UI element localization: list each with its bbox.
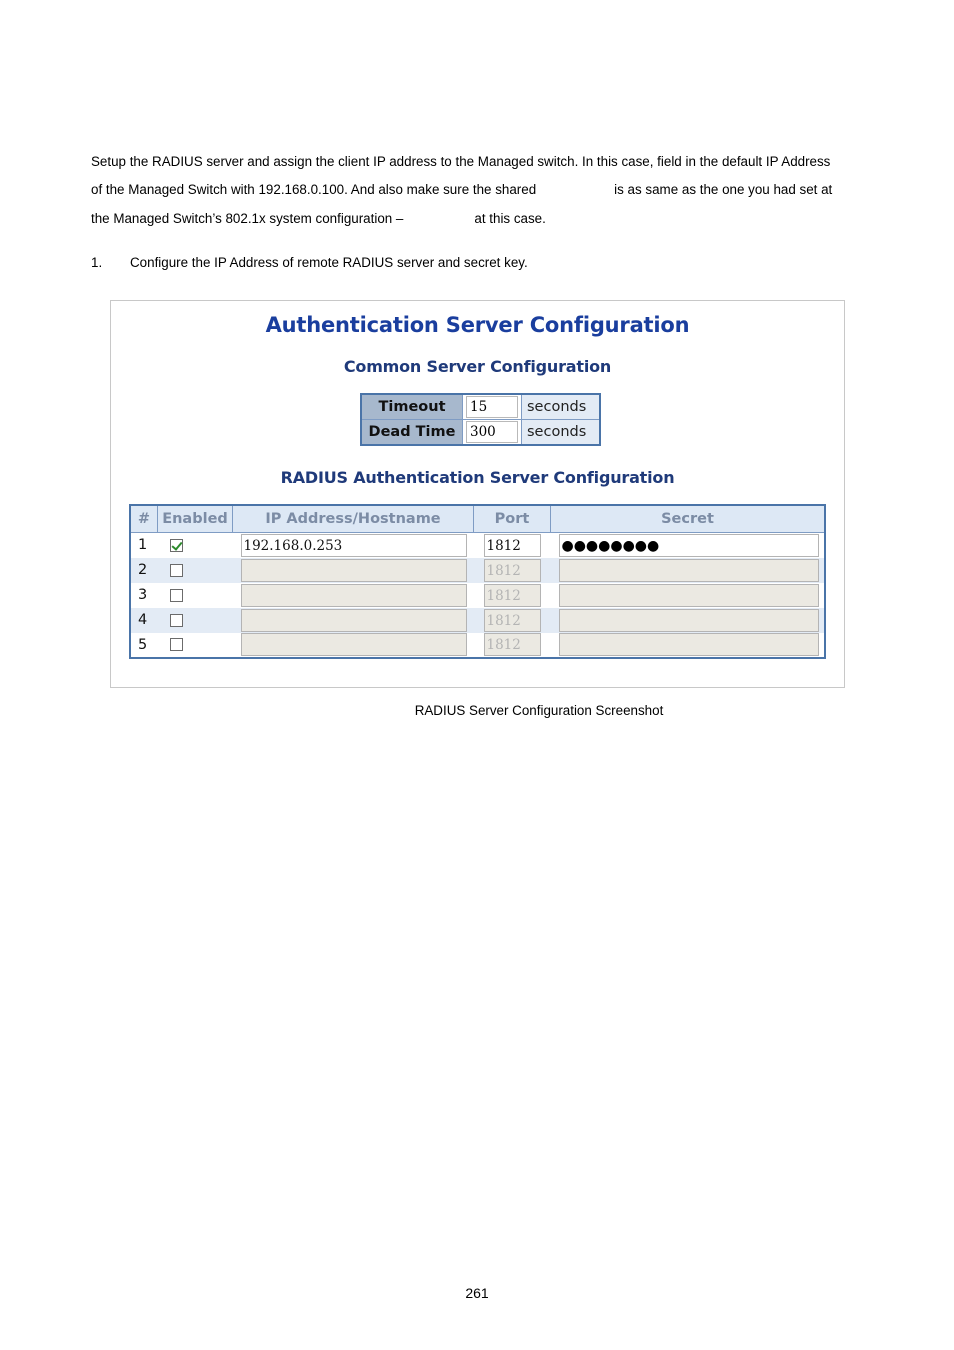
ip-cell xyxy=(233,583,474,608)
ip-cell xyxy=(233,633,474,658)
timeout-row xyxy=(361,394,600,420)
intro-line-3 xyxy=(91,212,883,226)
enabled-checkbox[interactable] xyxy=(170,614,183,627)
port-input[interactable]: 1812 xyxy=(484,584,541,607)
ip-input[interactable] xyxy=(241,584,467,607)
ip-input[interactable]: 192.168.0.253 xyxy=(241,534,467,557)
table-row xyxy=(130,533,825,558)
common-heading: Common Server Configuration xyxy=(343,357,612,376)
ip-cell xyxy=(233,608,474,633)
radius-heading: RADIUS Authentication Server Configuration xyxy=(280,468,675,487)
col-index: # xyxy=(130,505,158,533)
screen-title: Authentication Server Configuration xyxy=(265,313,690,337)
secret-cell xyxy=(551,633,826,658)
port-input[interactable]: 1812 xyxy=(484,534,541,557)
ip-input[interactable] xyxy=(241,609,467,632)
port-input[interactable]: 1812 xyxy=(484,633,541,656)
port-cell xyxy=(474,558,551,583)
enabled-cell xyxy=(158,583,233,608)
row-index: 4 xyxy=(130,608,158,633)
enabled-cell xyxy=(158,633,233,658)
radius-header-row xyxy=(130,505,825,533)
dead-time-input[interactable]: 300 xyxy=(466,421,518,443)
table-row xyxy=(130,608,825,633)
secret-input[interactable] xyxy=(559,559,819,582)
config-screenshot xyxy=(110,300,845,688)
enabled-checkbox[interactable] xyxy=(170,589,183,602)
port-cell xyxy=(474,608,551,633)
port-input[interactable]: 1812 xyxy=(484,609,541,632)
timeout-label: Timeout xyxy=(361,394,463,420)
radius-server-table xyxy=(129,504,826,659)
figure-caption: RADIUS Server Configuration Screenshot xyxy=(414,703,664,718)
row-index: 3 xyxy=(130,583,158,608)
port-cell xyxy=(474,533,551,558)
secret-cell xyxy=(551,533,826,558)
intro-text: at this case. xyxy=(474,211,546,226)
port-cell xyxy=(474,633,551,658)
enabled-checkbox[interactable] xyxy=(170,539,183,552)
intro-text: Setup the RADIUS server and assign the client IP address to the Managed switch. In this case, field in the default IP Address xyxy=(91,154,831,169)
table-row xyxy=(130,558,825,583)
row-index: 5 xyxy=(130,633,158,658)
secret-input[interactable] xyxy=(559,633,819,656)
enabled-cell xyxy=(158,558,233,583)
port-cell xyxy=(474,583,551,608)
secret-cell xyxy=(551,583,826,608)
col-enabled: Enabled xyxy=(158,505,233,533)
page-number: 261 xyxy=(465,1285,489,1301)
secret-input[interactable] xyxy=(559,584,819,607)
intro-line-1 xyxy=(91,155,883,169)
step-text: Configure the IP Address of remote RADIUS server and secret key. xyxy=(130,255,528,270)
enabled-cell xyxy=(158,533,233,558)
dead-time-unit: seconds xyxy=(522,420,601,446)
enabled-checkbox[interactable] xyxy=(170,564,183,577)
dead-time-label: Dead Time xyxy=(361,420,463,446)
intro-line-2 xyxy=(91,183,883,197)
dead-time-row xyxy=(361,420,600,446)
common-server-table xyxy=(360,393,601,446)
step-item xyxy=(91,256,528,270)
ip-cell xyxy=(233,533,474,558)
col-port: Port xyxy=(474,505,551,533)
col-secret: Secret xyxy=(551,505,826,533)
step-number: 1. xyxy=(91,255,103,270)
ip-cell xyxy=(233,558,474,583)
secret-cell xyxy=(551,608,826,633)
ip-input[interactable] xyxy=(241,633,467,656)
timeout-input-cell xyxy=(463,394,522,420)
intro-text: the Managed Switch’s 802.1x system configuration – xyxy=(91,211,404,226)
table-row xyxy=(130,633,825,658)
secret-cell xyxy=(551,558,826,583)
intro-text: is as same as the one you had set at xyxy=(614,182,833,197)
ip-input[interactable] xyxy=(241,559,467,582)
timeout-input[interactable]: 15 xyxy=(466,396,518,418)
col-ip: IP Address/Hostname xyxy=(233,505,474,533)
dead-time-input-cell xyxy=(463,420,522,446)
intro-text: of the Managed Switch with 192.168.0.100. And also make sure the shared xyxy=(91,182,537,197)
enabled-checkbox[interactable] xyxy=(170,638,183,651)
secret-input[interactable]: ●●●●●●●● xyxy=(559,534,819,557)
row-index: 2 xyxy=(130,558,158,583)
table-row xyxy=(130,583,825,608)
enabled-cell xyxy=(158,608,233,633)
row-index: 1 xyxy=(130,533,158,558)
secret-input[interactable] xyxy=(559,609,819,632)
timeout-unit: seconds xyxy=(522,394,601,420)
port-input[interactable]: 1812 xyxy=(484,559,541,582)
